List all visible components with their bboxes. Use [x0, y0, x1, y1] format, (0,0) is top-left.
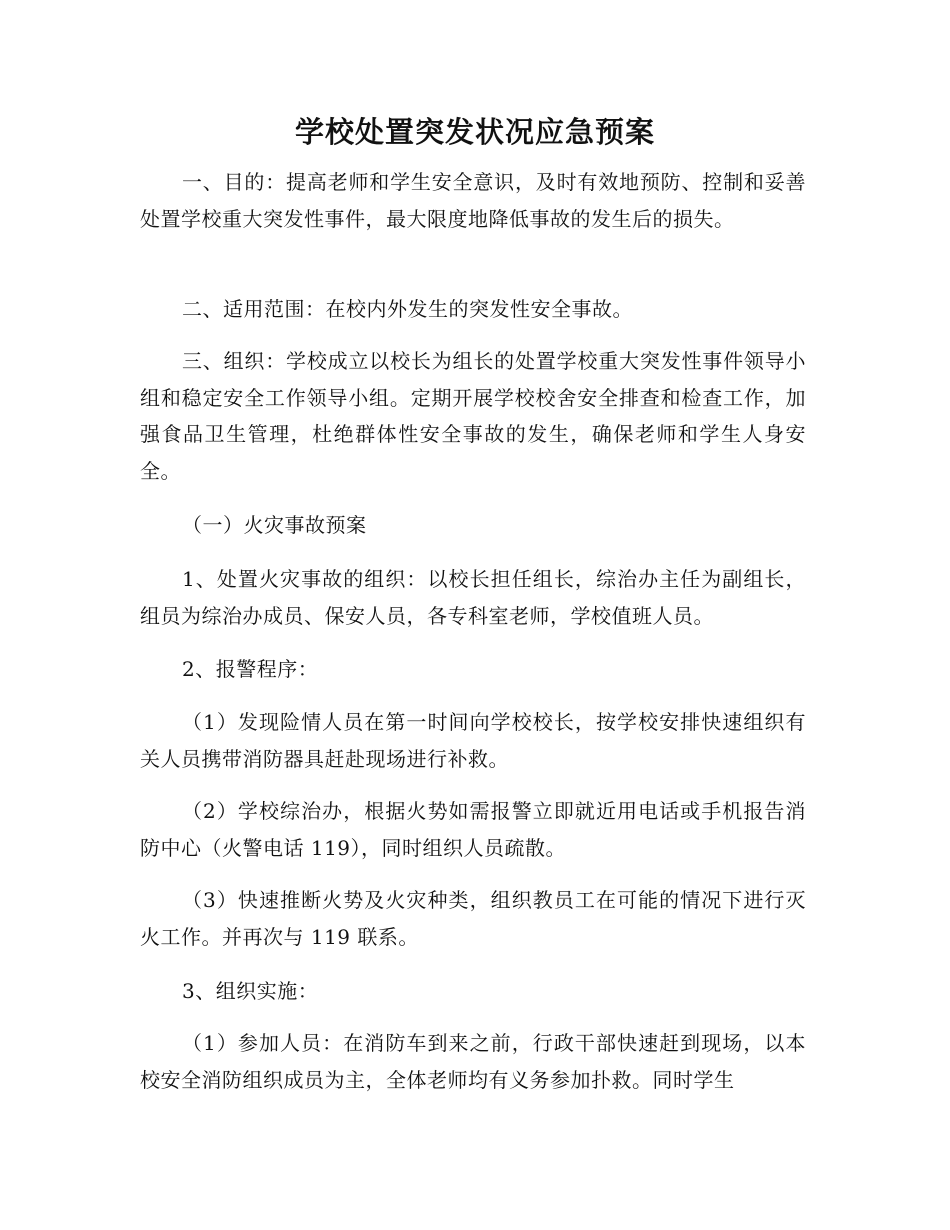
paragraph-implementation-step-1: （1）参加人员：在消防车到来之前，行政干部快速赶到现场，以本校安全消防组织成员为主，全体老师均有义务参加扑救。同时学生	[140, 1031, 806, 1092]
document-title: 学校处置突发状况应急预案	[294, 115, 655, 149]
paragraph-scope: 二、适用范围：在校内外发生的突发性安全事故。	[182, 297, 633, 321]
section-heading-fire: （一）火灾事故预案	[182, 513, 367, 537]
paragraph-alarm-step-2: （2）学校综治办，根据火势如需报警立即就近用电话或手机报告消防中心（火警电话 119），同时组织人员疏散。	[140, 799, 806, 860]
paragraph-alarm-step-3: （3）快速推断火势及火灾种类，组织教员工在可能的情况下进行灭火工作。并再次与 119 联系。	[140, 888, 806, 949]
paragraph-purpose: 一、目的：提高老师和学生安全意识，及时有效地预防、控制和妥善处置学校重大突发性事件，最大限度地降低事故的发生后的损失。	[140, 170, 806, 231]
paragraph-alarm-heading: 2、报警程序：	[182, 657, 319, 681]
paragraph-fire-organization: 1、处置火灾事故的组织：以校长担任组长，综治办主任为副组长，组员为综治办成员、保安人员，各专科室老师，学校值班人员。	[140, 567, 806, 628]
paragraph-implementation-heading: 3、组织实施：	[182, 979, 319, 1003]
paragraph-organization: 三、组织：学校成立以校长为组长的处置学校重大突发性事件领导小组和稳定安全工作领导小组。定期开展学校校舍安全排查和检查工作，加强食品卫生管理，杜绝群体性安全事故的发生，确保老师和学生人身安全。	[140, 349, 806, 483]
paragraph-alarm-step-1: （1）发现险情人员在第一时间向学校校长，按学校安排快速组织有关人员携带消防器具赶赴现场进行补救。	[140, 710, 806, 771]
